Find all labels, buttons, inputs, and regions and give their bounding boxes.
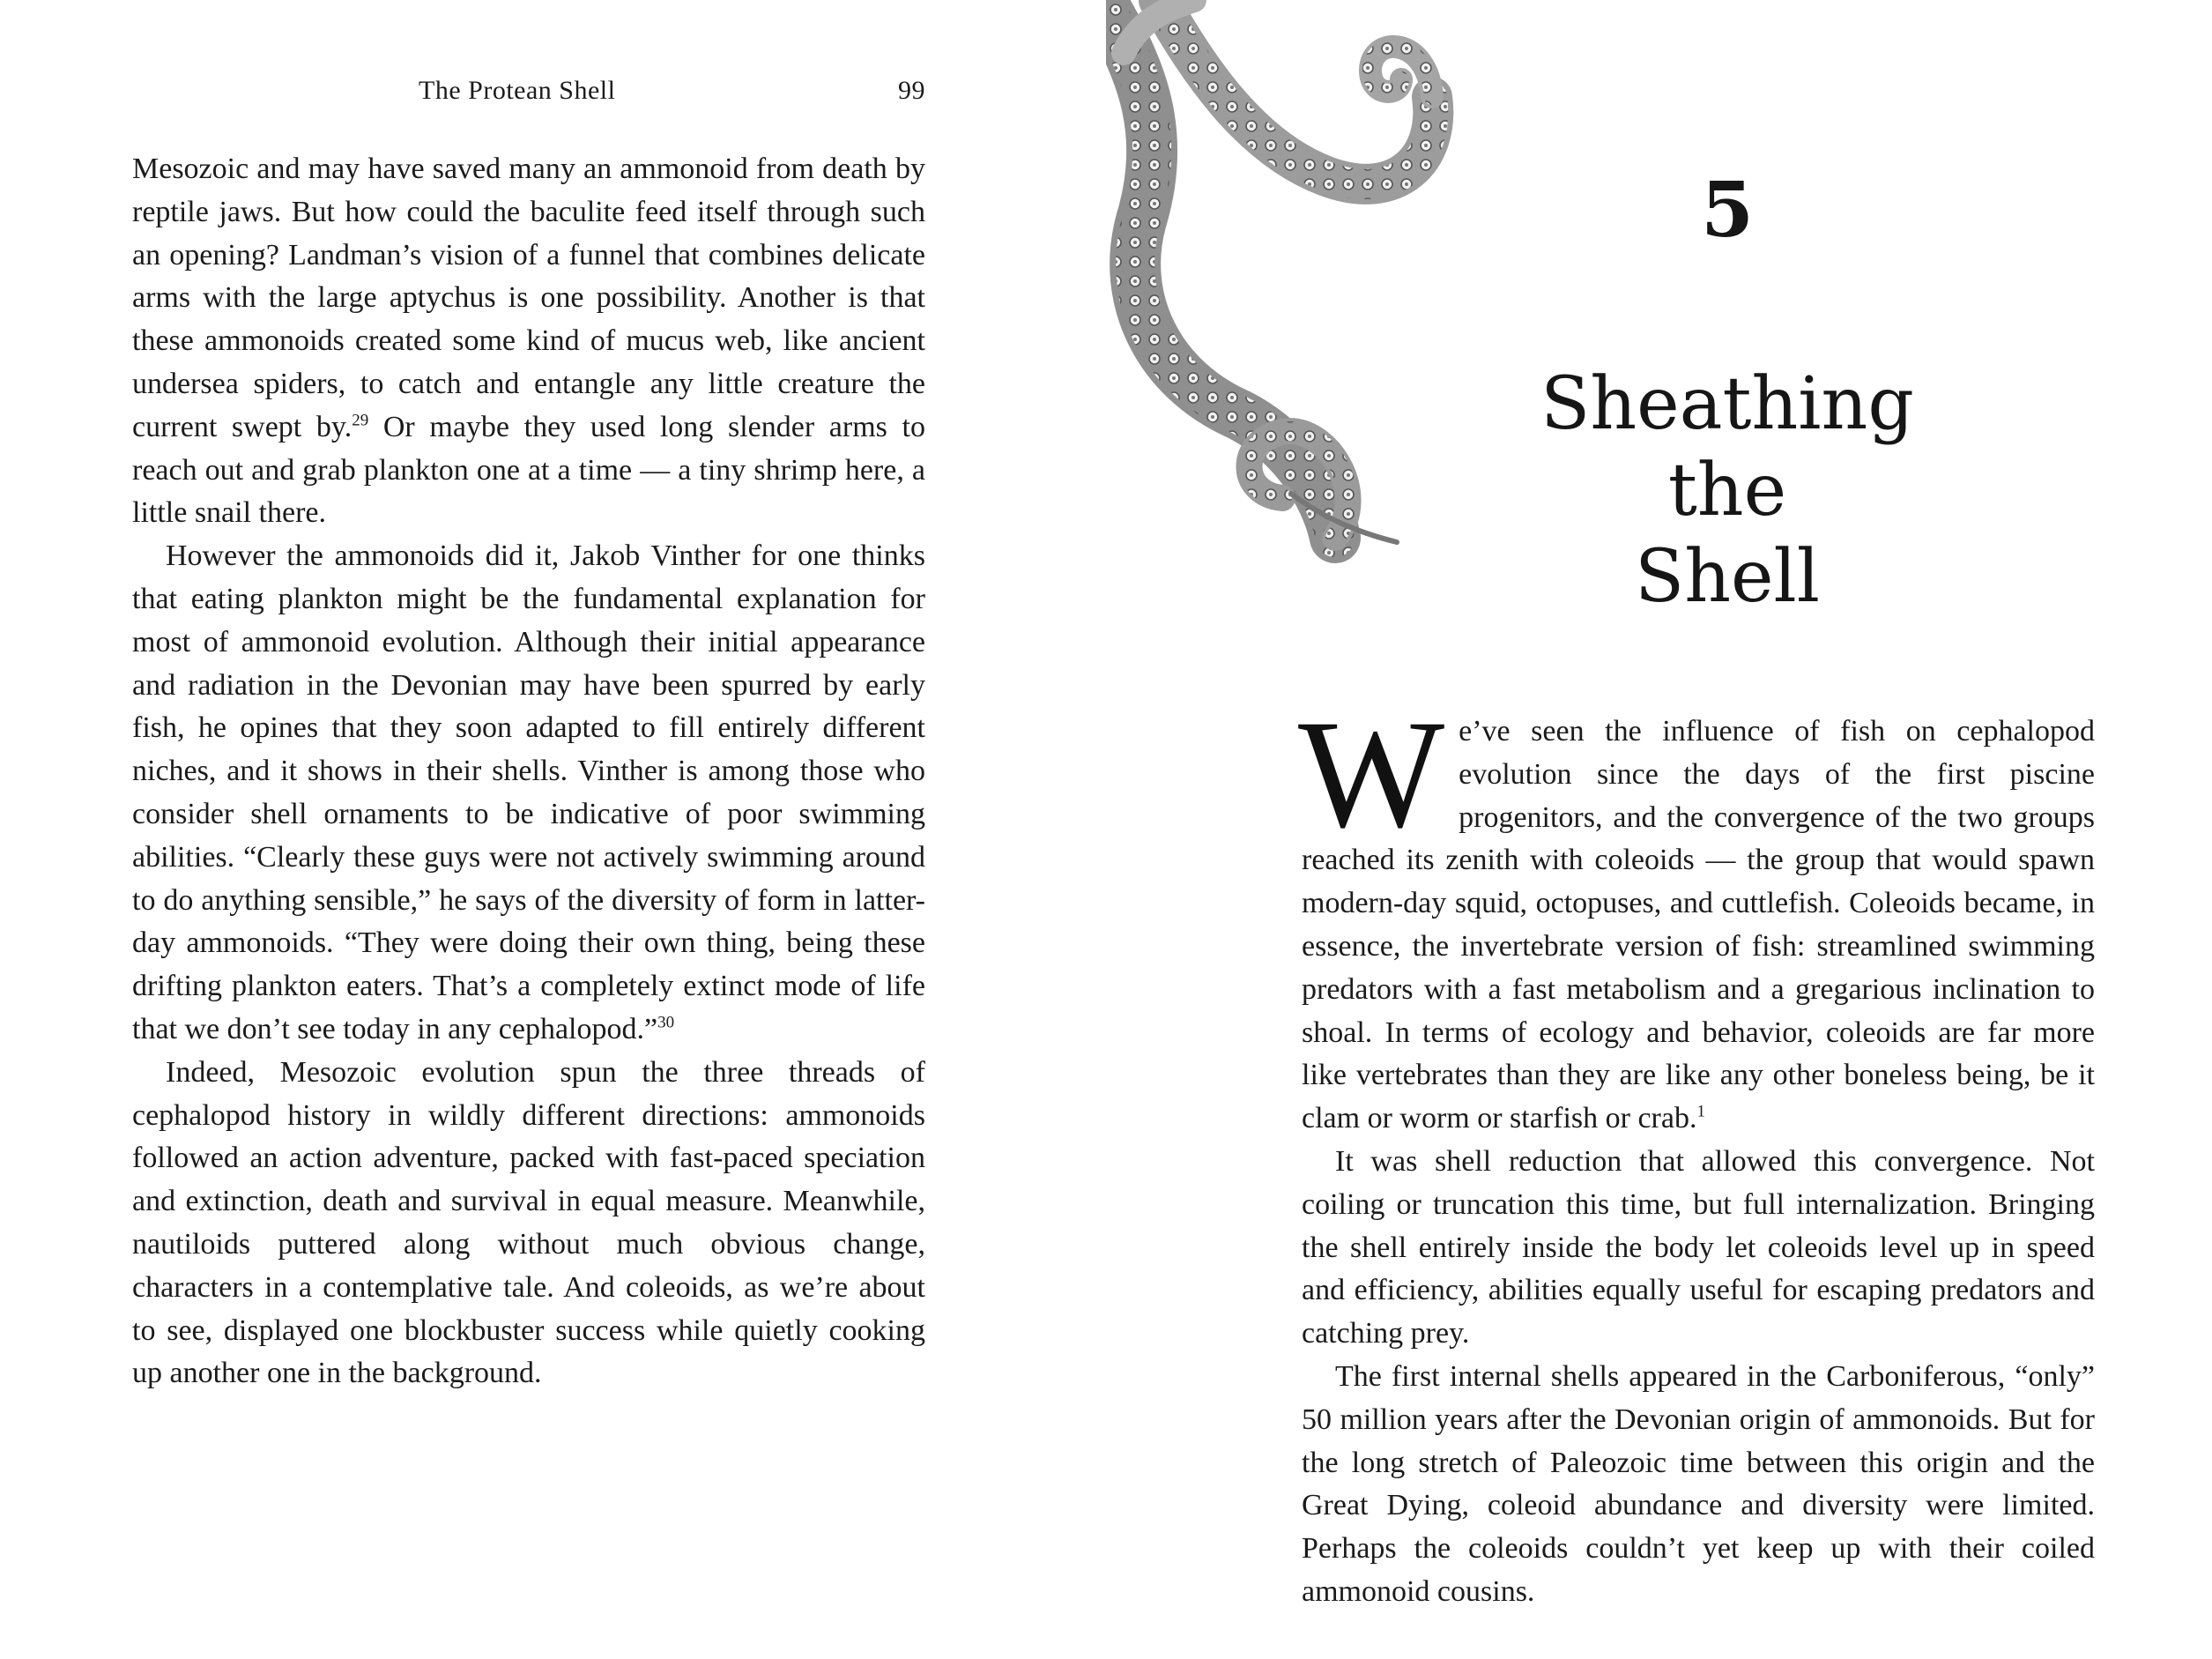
footnote-marker: 1 — [1696, 1102, 1705, 1121]
paragraph: We’ve seen the influence of fish on cephalopod evolution since the days of the first piscine progenitors, and the convergence of the two groups reached its zenith with coleoids — the group that would spawn modern-day squid, octopuses, and cuttlefish. Coleoids became, in essence, the invertebrate version of fish: streamlined swimming predators with a fast metabolism and a gregarious inclination to shoal. In terms of ecology and behavior, coleoids are far more like vertebrates than they are like any other boneless being, be it clam or worm or starfish or crab.$^1$ — [1298, 688, 2095, 1135]
right-page — [1106, 0, 2212, 1659]
paragraph: Mesozoic and may have saved many an ammonoid from death by reptile jaws. But how could the baculite feed itself through such an opening? Landman’s vision of a funnel that combines delicate arms with the large aptychus is one possibility. Another is that these ammonoids created some kind of mucus web, like ancient undersea spiders, to catch and entangle any little creature the current swept by.$^{29}$ Or maybe they used long slender arms to reach out and grab plankton one at a time — a tiny shrimp here, a little snail there. — [132, 153, 925, 530]
octopus-tentacle-icon — [1106, 0, 1476, 564]
paragraph: It was shell reduction that allowed this convergence. Not coiling or truncation this time, but full internalization. Bringing the shell entirely inside the body let coleoids level up in speed and efficiency, abilities equally useful for escaping predators and catching prey. — [1302, 1144, 2095, 1350]
drop-cap: W — [1298, 688, 1445, 860]
footnote-marker: 30 — [657, 1013, 675, 1032]
running-header — [132, 76, 925, 115]
paragraph: However the ammonoids did it, Jakob Vinther for one thinks that eating plankton might be the fundamental explanation for most of ammonoid evolution. Although their initial appearance and radiation in the Devonian may have been spurred by early fish, he opines that they soon adapted to fill entirely different niches, and it shows in their shells. Vinther is among those who consider shell ornaments to be indicative of poor swimming abilities. “Clearly these guys were not actively swimming around to do anything sensible,” he says of the diversity of form in latter-day ammonoids. “They were doing their own thing, being these drifting plankton eaters. That’s a completely extinct mode of life that we don’t see today in any cephalopod.”$^{30}$ — [132, 539, 925, 1045]
running-title: The Protean Shell — [419, 76, 616, 105]
chapter-title-line: Sheathing the — [1540, 362, 1914, 532]
paragraph: Indeed, Mesozoic evolution spun the three threads of cephalopod history in wildly different directions: ammonoids followed an action adventure, packed with fast-paced speciation and extinction, death and survival in equal measure. Meanwhile, nautiloids puttered along without much obvious change, characters in a contemplative tale. And coleoids, as we’re about to see, displayed one blockbuster success while quietly cooking up another one in the background. — [132, 1055, 925, 1390]
left-body-text — [132, 148, 925, 1395]
paragraph: The first internal shells appeared in the Carboniferous, “only” 50 million years after the Devonian origin of ammonoids. But for the long stretch of Paleozoic time between this origin and the Great Dying, coleoid abundance and diversity were limited. Perhaps the coleoids couldn’t yet keep up with their coiled ammonoid cousins. — [1302, 1359, 2095, 1608]
chapter-title — [1485, 361, 1970, 621]
footnote-marker: 29 — [352, 411, 369, 430]
right-body-text — [1298, 688, 2095, 1614]
chapter-title-line: Shell — [1635, 535, 1820, 619]
chapter-number: 5 — [1701, 166, 1754, 255]
page-number: 99 — [898, 76, 925, 105]
